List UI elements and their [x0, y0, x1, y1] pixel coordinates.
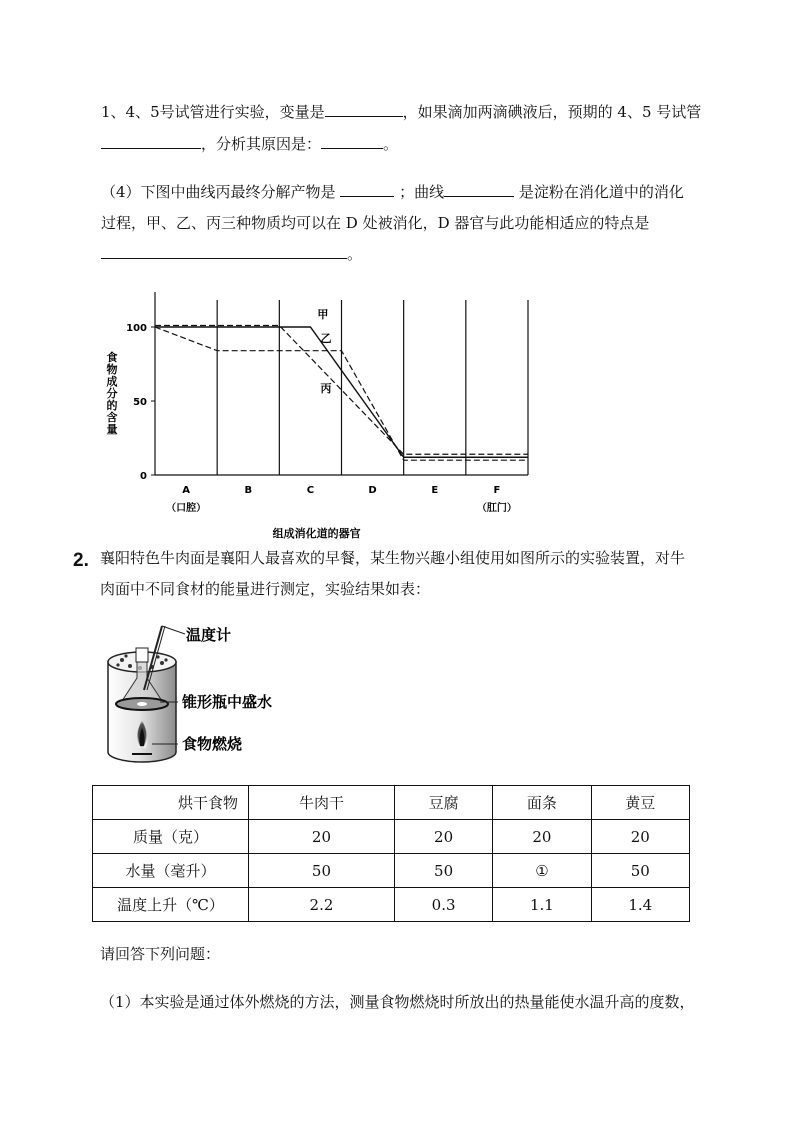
y-axis-label-char: 含: [106, 411, 118, 424]
table-cell: 50: [249, 854, 395, 888]
x-tick-sublabel: （肛门）: [476, 503, 517, 514]
label-thermometer: 温度计: [186, 626, 232, 644]
table-row-label: 温度上升（℃）: [93, 888, 249, 922]
label-food-burning: 食物燃烧: [182, 735, 243, 753]
y-tick-label: 100: [126, 323, 147, 334]
subquestion-1: （1）本实验是通过体外燃烧的方法，测量食物燃烧时所放出的热量能使水温升高的度数，: [100, 993, 695, 1011]
text-line-2: [101, 134, 398, 154]
text-line-1: [101, 102, 701, 122]
table-header-cell: 黄豆: [591, 786, 689, 820]
y-axis-label-char: 食: [106, 351, 118, 364]
chart-frame: [151, 292, 528, 475]
x-tick-label: B: [244, 485, 253, 496]
text-segment: 。: [383, 135, 399, 153]
x-tick-sublabel: （口腔）: [166, 503, 207, 514]
table-row: [93, 854, 690, 888]
answer-blank[interactable]: [101, 134, 201, 149]
x-tick-label: E: [431, 485, 439, 496]
x-axis-label: 组成消化道的器官: [272, 527, 361, 540]
table-cell: 20: [249, 820, 395, 854]
table-cell: 1.1: [493, 888, 591, 922]
text-segment: ，分析其原因是：: [201, 135, 322, 153]
question-number: 2.: [73, 550, 89, 571]
table-cell: 50: [591, 854, 689, 888]
table-cell: 1.4: [591, 888, 689, 922]
results-table: [92, 785, 690, 922]
text-line-5: [101, 244, 362, 264]
text-segment: 。: [347, 245, 363, 263]
x-tick-label: F: [493, 485, 501, 496]
table-header-cell: 豆腐: [394, 786, 492, 820]
y-axis-label-char: 分: [106, 387, 118, 400]
table-header-cell: 面条: [493, 786, 591, 820]
chart-labels-group: [107, 308, 517, 540]
y-axis-label-char: 成: [106, 375, 118, 388]
table-row: [93, 888, 690, 922]
text-segment: （4）下图中曲线丙最终分解产物是: [101, 183, 336, 201]
x-tick-label: D: [368, 485, 377, 496]
table-cell: 2.2: [249, 888, 395, 922]
text-segment: ；曲线: [399, 183, 445, 201]
table-row-label: 水量（毫升）: [93, 854, 249, 888]
calorimeter-apparatus: [100, 620, 330, 770]
y-axis-label-char: 量: [106, 423, 118, 436]
x-tick-label: A: [182, 485, 190, 496]
text-segment: 1、4、5号试管进行实验，变量是: [101, 103, 325, 121]
table-cell: ①: [493, 854, 591, 888]
q2-intro-line-1: 襄阳特色牛肉面是襄阳人最喜欢的早餐，某生物兴趣小组使用如图所示的实验装置，对牛: [100, 549, 686, 567]
text-segment: ，如果滴加两滴碘液后，预期的 4、5 号试管: [402, 103, 702, 121]
table-row-label: 质量（克）: [93, 820, 249, 854]
answer-blank[interactable]: [444, 182, 514, 197]
x-tick-label: C: [306, 485, 315, 496]
table-cell: 0.3: [394, 888, 492, 922]
prompt-text: 请回答下列问题：: [100, 945, 221, 963]
series-label: 甲: [317, 308, 329, 322]
answer-blank[interactable]: [101, 244, 347, 259]
answer-blank[interactable]: [325, 102, 403, 117]
text-line-4: [101, 213, 649, 233]
y-axis-label-char: 物: [106, 363, 118, 376]
label-flask-water: 锥形瓶中盛水: [182, 693, 273, 711]
y-axis-label-char: 的: [106, 399, 118, 412]
digestion-chart: [100, 285, 550, 545]
y-tick-label: 50: [133, 397, 147, 408]
answer-blank[interactable]: [321, 134, 383, 149]
table-row: [93, 820, 690, 854]
text-segment: 过程，甲、乙、丙三种物质均可以在 D 处被消化，D 器官与此功能相适应的特点是: [101, 214, 650, 232]
table-cell: 20: [591, 820, 689, 854]
series-label: 丙: [320, 382, 332, 396]
series-label: 乙: [320, 331, 332, 345]
table-header-cell: 牛肉干: [249, 786, 395, 820]
table-cell: 20: [394, 820, 492, 854]
table-cell: 50: [394, 854, 492, 888]
table-header-cell: 烘干食物: [93, 786, 249, 820]
y-tick-label: 0: [140, 471, 147, 482]
answer-blank[interactable]: [340, 182, 394, 197]
table-cell: 20: [493, 820, 591, 854]
text-line-3: [101, 182, 684, 202]
q2-intro-line-2: 肉面中不同食材的能量进行测定，实验结果如表：: [100, 580, 431, 598]
results-table-body: [93, 786, 690, 922]
table-header-row: [93, 786, 690, 820]
text-segment: 是淀粉在消化道中的消化: [518, 183, 684, 201]
